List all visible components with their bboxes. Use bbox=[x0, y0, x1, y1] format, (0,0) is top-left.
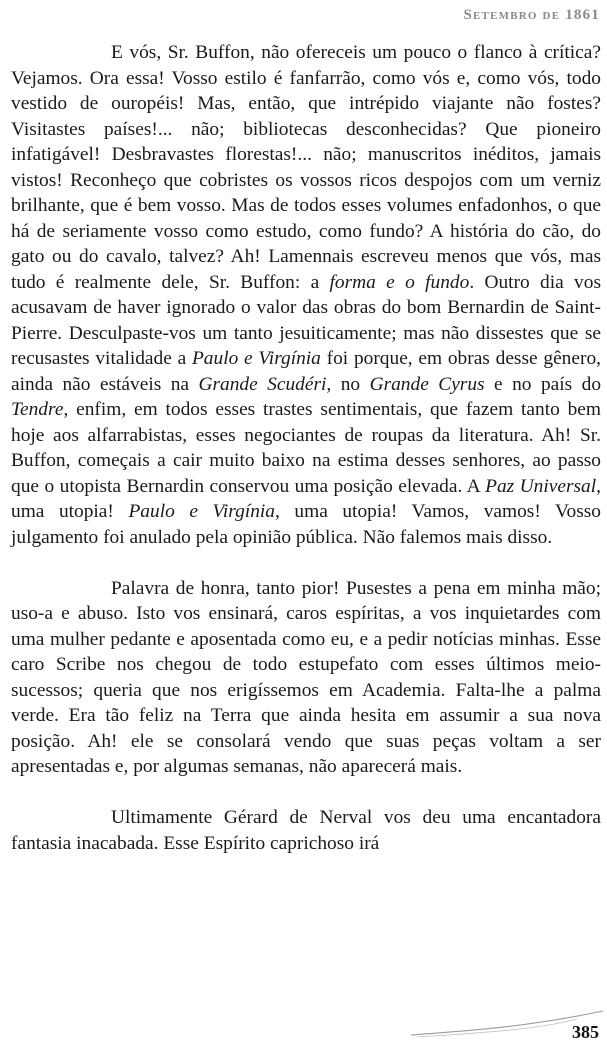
text-segment: Ultimamente Gérard de Nerval vos deu uma encantadora fantasia inacabada. Esse Espírito caprichoso irá bbox=[11, 807, 601, 854]
italic-title: forma e o fundo bbox=[329, 271, 470, 293]
running-header: Setembro de 1861 bbox=[463, 7, 600, 23]
italic-title: Grande Cyrus bbox=[369, 373, 485, 395]
text-segment: e no país do bbox=[484, 373, 602, 395]
paragraph bbox=[11, 805, 601, 856]
page-number: 385 bbox=[572, 1022, 599, 1042]
paragraph bbox=[11, 576, 601, 780]
text-segment: foi porque, em obras desse gênero, ainda não estáveis na bbox=[11, 348, 601, 395]
text-segment: , uma utopia! Vamos, vamos! Vosso julgamento foi anulado pela opinião pública. Não falemos mais disso. bbox=[11, 501, 601, 548]
italic-title: Tendre bbox=[11, 399, 64, 420]
text-segment: , enfim, em todos esses trastes sentimentais, que fazem tanto bem hoje aos alfarrabistas, esses negociantes de roupas da literatura. Ah! Sr. Buffon, começais a cair muito baixo na estima desses senhores, ao passo que o utopista Bernardin conservou uma posição elevada. A bbox=[11, 399, 601, 497]
text-segment: , uma utopia! bbox=[11, 475, 601, 522]
text-segment: Palavra de honra, tanto pior! Pusestes a pena em minha mão; uso-a e abuso. Isto vos ensinará, caros espíritas, a vos inquietardes com uma mulher pedante e aposentada como eu, e a pedir notícias minhas. Esse caro Scribe nos chegou de todo estupefato com esses últimos meio-sucessos; queria que nos erigíssemos em Academia. Falta-lhe a palma verde. Era tão feliz na Terra que ainda hesita em assumir a sua nova posição. Ah! ele se consolará vendo que suas peças voltam a ser apresentadas e, por algumas semanas, não aparecerá mais. bbox=[11, 577, 601, 777]
italic-title: Paulo e Virgínia bbox=[128, 501, 275, 522]
italic-title: Grande Scudéri bbox=[198, 373, 327, 395]
text-segment: , no bbox=[326, 373, 370, 395]
paragraph bbox=[11, 40, 601, 550]
italic-title: Paulo e Virgínia bbox=[191, 348, 321, 369]
italic-title: Paz Universal bbox=[485, 475, 597, 497]
text-segment: . Outro dia vos acusavam de haver ignorado o valor das obras do bom Bernardin de Saint-Pierre. Desculpaste-vos um tanto jesuiticamente; mas não dissestes que se recusastes vitalidade a bbox=[11, 271, 601, 369]
body-text bbox=[11, 40, 601, 856]
text-segment: E vós, Sr. Buffon, não ofereceis um pouco o flanco à crítica? Vejamos. Ora essa! Vosso estilo é fanfarrão, como vós e, como vós, todo vestido de ouropéis! Mas, então, que intrépido viajante não fostes? Visitastes países!... não; bibliotecas desconhecidas? Que pioneiro infatigável! Desbravastes florestas!... não; manuscritos inéditos, jamais vistos! Reconheço que cobristes os vossos ricos despojos com um verniz brilhante, que é bem vosso. Mas de todos esses volumes enfadonhos, o que há de seriamente vosso como estudo, como fundo? A história do cão, do gato ou do cavalo, talvez? Ah! Lamennais escreveu menos que vós, mas tudo é realmente dele, Sr. Buffon: a bbox=[11, 42, 601, 293]
